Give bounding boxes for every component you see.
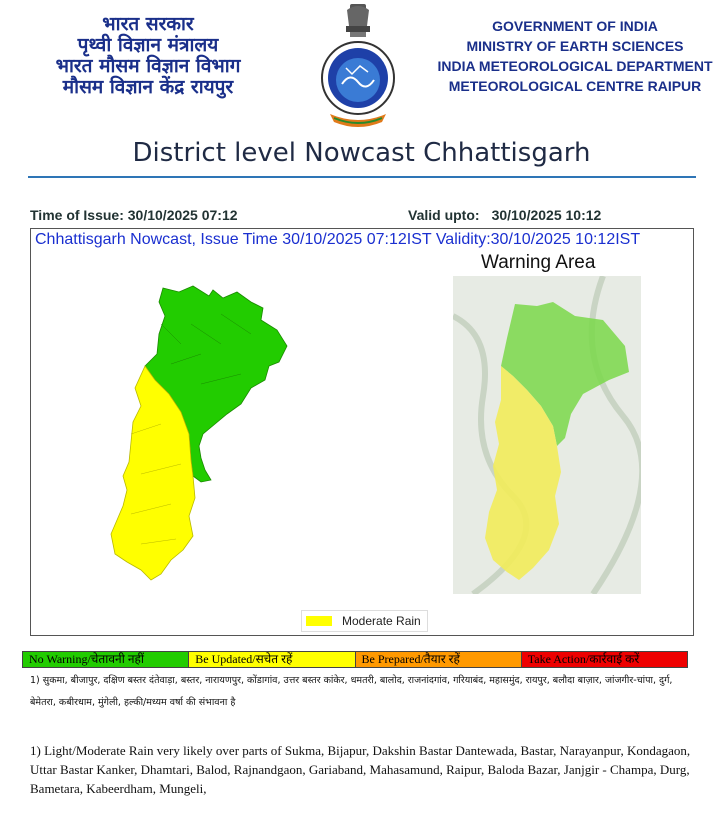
valid-upto-label: Valid upto: bbox=[408, 207, 480, 223]
scale-take-action: Take Action/कार्रवाई करें bbox=[522, 652, 687, 667]
warning-area-inset-map bbox=[453, 276, 641, 594]
header-english-line-3: INDIA METEOROLOGICAL DEPARTMENT bbox=[437, 58, 713, 74]
header-english bbox=[430, 16, 720, 96]
valid-upto bbox=[408, 207, 601, 223]
valid-upto-value: 30/10/2025 10:12 bbox=[491, 207, 602, 223]
header-hindi-line-1: भारत सरकार bbox=[102, 13, 194, 35]
imd-emblem-icon bbox=[320, 2, 396, 132]
page-title: District level Nowcast Chhattisgarh bbox=[132, 138, 591, 168]
scale-be-prepared: Be Prepared/तैयार रहें bbox=[356, 652, 522, 667]
header-english-line-2: MINISTRY OF EARTH SCIENCES bbox=[466, 38, 684, 54]
header-hindi-line-3: भारत मौसम विज्ञान विभाग bbox=[55, 55, 241, 77]
header-hindi-line-2: पृथ्वी विज्ञान मंत्रालय bbox=[77, 34, 219, 56]
map-heading: Chhattisgarh Nowcast, Issue Time 30/10/2025 07:12IST Validity:30/10/2025 10:12IST bbox=[35, 231, 641, 248]
legend-label: Moderate Rain bbox=[342, 614, 421, 628]
inset-title: Warning Area bbox=[481, 252, 596, 273]
issue-time: Time of Issue: 30/10/2025 07:12 bbox=[30, 207, 238, 223]
hindi-forecast: 1) सुकमा, बीजापुर, दक्षिण बस्तर दंतेवाड़ा, बस्तर, नारायणपुर, कोंडागांव, उत्तर बस्तर कांकेर, धमतरी, बालोद, राजनांदगांव, गरियाबंद, महासमुंद, रायपुर, बलौदा बाज़ार, जांजगीर-चांपा, दुर्ग, बेमेतरा, कबीरधाम, मुंगेली, हल्की/मध्यम वर्षा की संभावना है bbox=[30, 675, 673, 708]
scale-be-updated: Be Updated/सचेत रहें bbox=[189, 652, 355, 667]
header-hindi-line-4: मौसम विज्ञान केंद्र रायपुर bbox=[62, 76, 234, 98]
header-hindi bbox=[28, 14, 268, 98]
chhattisgarh-district-map bbox=[101, 284, 301, 584]
title-divider bbox=[28, 176, 696, 178]
header-english-line-1: GOVERNMENT OF INDIA bbox=[492, 18, 658, 34]
english-forecast: 1) Light/Moderate Rain very likely over parts of Sukma, Bijapur, Dakshin Bastar Dantewada, Bastar, Narayanpur, Kondagaon, Uttar Bastar Kanker, Dhamtari, Balod, Rajnandgaon, Gariaband, Mahasamund, Raipur, Baloda Bazar, Janjgir - Champa, Durg, Bametara, Kabeerdham, Mungeli, bbox=[30, 743, 691, 796]
legend-swatch bbox=[306, 616, 332, 626]
warning-scale bbox=[22, 651, 688, 668]
scale-no-warning: No Warning/चेतावनी नहीं bbox=[23, 652, 189, 667]
legend bbox=[301, 610, 428, 632]
header-english-line-4: METEOROLOGICAL CENTRE RAIPUR bbox=[448, 78, 702, 94]
nowcast-map-panel bbox=[30, 228, 694, 636]
